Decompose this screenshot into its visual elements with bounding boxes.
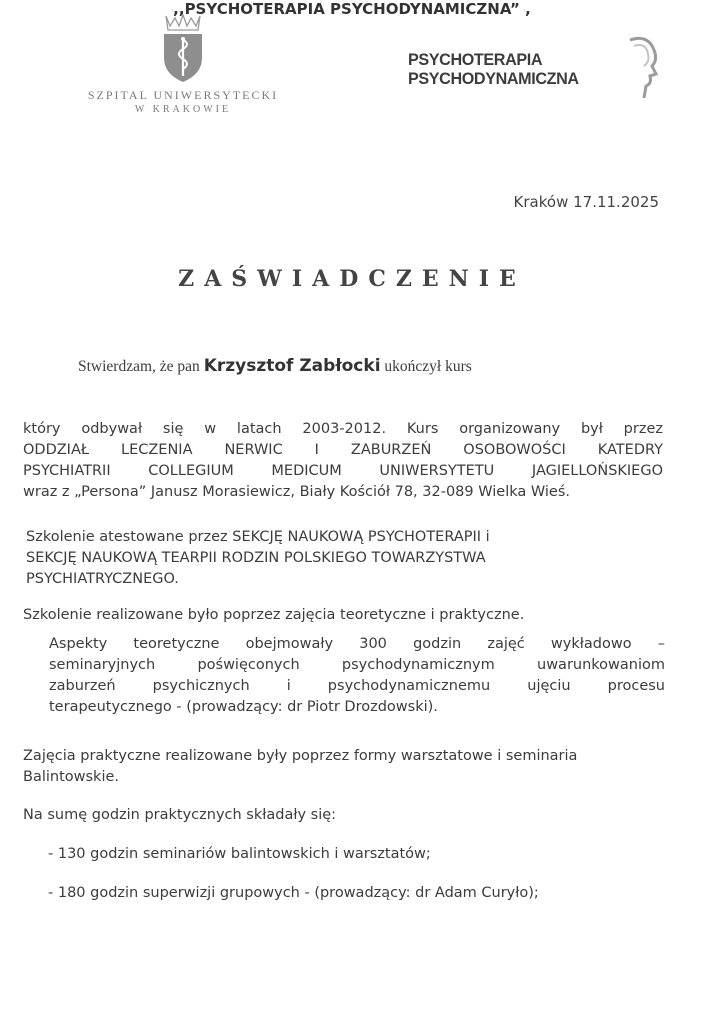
hospital-name-line1: SZPITAL UNIWERSYTECKI: [87, 88, 279, 102]
hospital-crest-icon: [158, 12, 208, 84]
practice-line: Balintowskie.: [23, 769, 120, 785]
practice-item: - 180 godzin superwizji grupowych - (prowadzący: dr Adam Curyło);: [48, 885, 539, 901]
theory-line: zaburzeń psychicznych i psychodynamicznemu ujęciu procesu: [49, 678, 665, 694]
recipient-name: Krzysztof Zabłocki: [203, 356, 381, 376]
certification-line: SEKCJĘ NAUKOWĄ TEARPII RODZIN POLSKIEGO TOWARZYSTWA: [26, 550, 486, 566]
psychotherapy-logo: [408, 36, 668, 106]
intro-text-after: ukończył kurs: [380, 358, 472, 375]
theory-line: seminaryjnych poświęconych psychodynamicznym uwarunkowaniom: [49, 657, 665, 673]
intro-text-before: Stwierdzam, że pan: [78, 358, 204, 375]
organizer-line: PSYCHIATRII COLLEGIUM MEDICUM UNIWERSYTETU JAGIELLOŃSKIEGO: [23, 463, 663, 479]
theory-paragraph: [49, 634, 665, 718]
theory-line: Aspekty teoretyczne obejmowały 300 godzin zajęć wykładowo –: [49, 636, 665, 652]
organizer-line: który odbywał się w latach 2003-2012. Kurs organizowany był przez: [23, 421, 663, 437]
psychotherapy-logo-line1: PSYCHOTERAPIA: [408, 50, 543, 69]
hospital-name-line2: W KRAKOWIE: [134, 104, 232, 115]
psychotherapy-logo-line2: PSYCHODYNAMICZNA: [408, 69, 579, 88]
course-name: ,,PSYCHOTERAPIA PSYCHODYNAMICZNA” ,: [173, 0, 531, 18]
training-mode-paragraph: Szkolenie realizowane było poprzez zajęcia teoretyczne i praktyczne.: [23, 607, 525, 623]
hospital-logo: [78, 12, 288, 122]
certification-line: Szkolenie atestowane przez SEKCJĘ NAUKOWĄ PSYCHOTERAPII i: [26, 529, 490, 545]
organizer-line: wraz z „Persona” Janusz Morasiewicz, Biały Kościół 78, 32-089 Wielka Wieś.: [23, 484, 570, 500]
issue-date: Kraków 17.11.2025: [513, 193, 659, 211]
practice-sum-heading: Na sumę godzin praktycznych składały się:: [23, 807, 337, 823]
organizer-paragraph: [23, 419, 663, 503]
practice-item: - 130 godzin seminariów balintowskich i warsztatów;: [48, 846, 431, 862]
intro-paragraph: [78, 356, 638, 377]
profile-head-icon: [620, 36, 664, 100]
practice-paragraph: [23, 746, 663, 788]
document-title: ZAŚWIADCZENIE: [178, 266, 526, 292]
theory-line: terapeutycznego - (prowadzący: dr Piotr Drozdowski).: [49, 699, 438, 715]
practice-line: Zajęcia praktyczne realizowane były poprzez formy warsztatowe i seminaria: [23, 748, 578, 764]
organizer-line: ODDZIAŁ LECZENIA NERWIC I ZABURZEŃ OSOBOWOŚCI KATEDRY: [23, 442, 663, 458]
certification-paragraph: [26, 527, 666, 590]
certification-line: PSYCHIATRYCZNEGO.: [26, 571, 179, 587]
